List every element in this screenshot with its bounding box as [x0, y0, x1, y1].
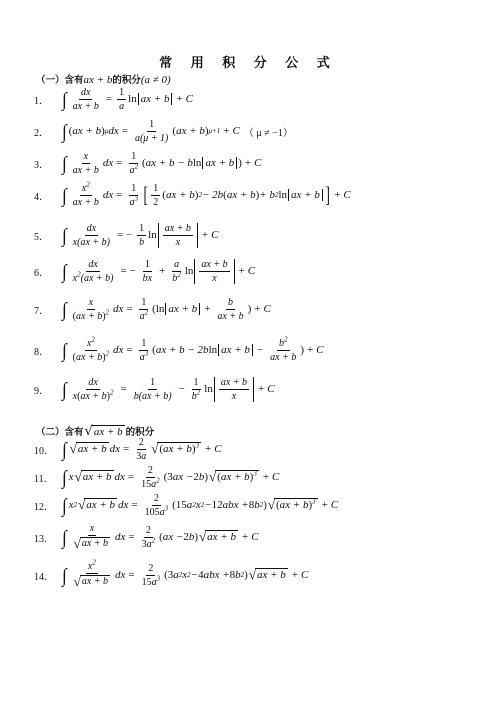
section-heading-2: （二）含有 √ ax + b 的积分 — [36, 424, 155, 439]
formula-9: 9． ∫ $\frac{dx}{x(ax + b)^2}$ = $\frac{1}{b(ax + b)}$ − $\frac{1}{b^2}$ ln $\frac{ax + b}{x}$ + C — [34, 376, 275, 402]
formula-4: 4． ∫ $\frac{x^2}{ax + b}$ d x = $\frac{1}{a^3}$ [ $\frac{1}{2}$ ( ax + b ) 2 − 2b ( ax + b ) + b 2 ln ax + b ] + C — [34, 180, 351, 208]
formula-3: 3． ∫ $\frac{x}{ax + b}$ d x = $\frac{1}{a^2}$ ( ax + b − b ln ax + b ) + C — [34, 150, 262, 176]
formula-5: 5． ∫ $\frac{dx}{x(ax + b)}$ = − $\frac{1}{b}$ ln $\frac{ax + b}{x}$ + C — [34, 222, 219, 248]
formula-6: 6． ∫ $\frac{dx}{x^2(ax + b)}$ = − $\frac{1}{bx}$ + $\frac{a}{b^2}$ ln $\frac{ax + b}{x}$ + C — [34, 258, 256, 284]
section-heading-1: （一）含有ax + b的积分(a ≠ 0) — [36, 74, 171, 86]
formula-7: 7． ∫ $\frac{x}{(ax + b)^2}$ d x = $\frac{1}{a^2}$ (ln ax + b + $\frac{b}{ax + b}$ ) + C — [34, 296, 271, 322]
formula-11: 11． ∫ x √ ax + b d x = $\frac{2}{15a^2}$ (3 ax − 2 b ) √ (ax + b)$^3$ + C — [34, 464, 280, 490]
formula-10: 10． ∫ √ ax + b d x = $\frac{2}{3a}$ √ (ax + b)$^3$ + C — [34, 436, 222, 462]
formula-1: 1． ∫ $\frac{dx}{ax + b}$ = $\frac{1}{a}$ ln ax + b + C — [34, 86, 194, 112]
page-title: 常 用 积 分 公 式 — [159, 56, 337, 71]
formula-14: 14． ∫ $x^2$ √ ax + b d x = $\frac{2}{15a^3}$ (3 a 2 x 2 − 4 abx + 8 b 2 ) √ ax + b + C — [34, 558, 309, 589]
formula-12: 12． ∫ x 2 √ ax + b d x = $\frac{2}{105a^3}$ (15 a 2 x 2 − 12 abx + 8 b 2 ) √ (ax + b)$^3$ + C — [34, 492, 339, 518]
formula-13: 13． ∫ x √ ax + b d x = $\frac{2}{3a^2}$ ( ax − 2 b ) √ ax + b + C — [34, 523, 259, 551]
formula-2: 2． ∫ ( ax + b ) μ d x = $\frac{1}{a(\mu + 1)}$ ( ax + b ) μ+1 + C （ μ ≠ −1） — [34, 118, 293, 144]
formula-8: 8． ∫ $\frac{x^2}{(ax + b)^2}$ d x = $\frac{1}{a^3}$ ( ax + b − 2b ln ax + b − $\frac{b^2}{ax + b}$ ) + C — [34, 335, 324, 363]
